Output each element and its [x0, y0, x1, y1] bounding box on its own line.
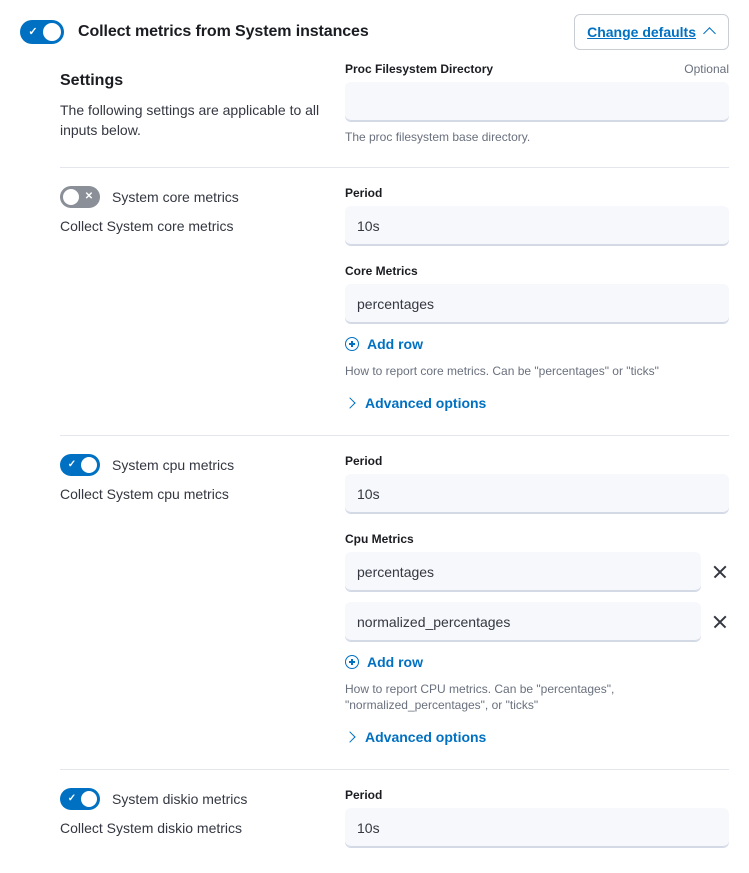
proc-dir-input[interactable] [345, 82, 729, 122]
advanced-options-label-cpu: Advanced options [365, 729, 487, 745]
change-defaults-button[interactable] [574, 14, 729, 50]
stream-left-cpu [20, 454, 345, 747]
proc-dir-help: The proc filesystem base directory. [345, 130, 531, 144]
remove-row-icon-2[interactable] [711, 613, 729, 631]
advanced-options-cpu[interactable] [345, 729, 486, 745]
stream-title-cpu: System cpu metrics [112, 457, 235, 473]
period-label-cpu: Period [345, 454, 383, 468]
settings-description: The following settings are applicable to all inputs below. [60, 102, 320, 138]
toggle-check-icon: ✓ [28, 26, 38, 38]
toggle-knob [81, 457, 97, 473]
stream-header-core [60, 186, 329, 208]
stream-left-diskio [20, 788, 345, 848]
period-label-core: Period [345, 186, 383, 200]
stream-description-cpu: Collect System cpu metrics [60, 486, 229, 502]
page-title: Collect metrics from System instances [78, 23, 369, 40]
system-diskio-metrics-toggle[interactable] [60, 788, 100, 810]
proc-dir-field-head [345, 62, 729, 76]
core-metrics-field-head [345, 264, 729, 278]
panel-header [0, 0, 749, 62]
toggle-knob [63, 189, 79, 205]
period-label-diskio: Period [345, 788, 383, 802]
stream-description-diskio: Collect System diskio metrics [60, 820, 243, 836]
add-row-label-core: Add row [367, 336, 423, 352]
chevron-right-icon [345, 398, 355, 408]
advanced-options-label-core: Advanced options [365, 395, 487, 411]
cpu-metrics-label: Cpu Metrics [345, 532, 414, 546]
toggle-knob [43, 23, 61, 41]
period-field-head-cpu [345, 454, 729, 468]
add-row-button-cpu[interactable] [345, 654, 423, 670]
cpu-metrics-row [345, 602, 729, 642]
period-field-head-diskio [345, 788, 729, 802]
cpu-metrics-row-input-2[interactable] [345, 602, 701, 642]
cpu-metrics-row-input-1[interactable] [345, 552, 701, 592]
stream-section-core [0, 186, 749, 413]
stream-header-cpu [60, 454, 329, 476]
divider [60, 435, 729, 436]
system-core-metrics-toggle[interactable] [60, 186, 100, 208]
system-cpu-metrics-toggle[interactable] [60, 454, 100, 476]
stream-right-core [345, 186, 729, 413]
stream-right-diskio [345, 788, 729, 848]
remove-row-icon-1[interactable] [711, 563, 729, 581]
divider [60, 769, 729, 770]
settings-left-column [20, 62, 345, 145]
stream-description-core: Collect System core metrics [60, 218, 234, 234]
core-metrics-help: How to report core metrics. Can be "percentages" or "ticks" [345, 364, 659, 378]
stream-title-core: System core metrics [112, 189, 239, 205]
toggle-check-icon: ✓ [67, 793, 77, 804]
cpu-metrics-help: How to report CPU metrics. Can be "percentages", "normalized_percentages", or "ticks" [345, 682, 615, 712]
settings-right-column [345, 62, 729, 145]
settings-section [0, 62, 749, 145]
stream-title-diskio: System diskio metrics [112, 791, 248, 807]
change-defaults-label: Change defaults [587, 24, 696, 40]
proc-dir-label: Proc Filesystem Directory [345, 62, 494, 76]
advanced-options-core[interactable] [345, 395, 486, 411]
chevron-right-icon [345, 732, 355, 742]
stream-right-cpu [345, 454, 729, 747]
plus-circle-icon [345, 337, 359, 351]
collect-metrics-toggle[interactable] [20, 20, 64, 44]
cpu-metrics-row [345, 552, 729, 592]
period-input-cpu[interactable] [345, 474, 729, 514]
core-metrics-label: Core Metrics [345, 264, 418, 278]
cpu-metrics-field-head [345, 532, 729, 546]
stream-section-cpu [0, 454, 749, 747]
stream-section-diskio [0, 788, 749, 848]
settings-title: Settings [60, 72, 124, 89]
core-metrics-row-input[interactable] [345, 284, 729, 324]
toggle-knob [81, 791, 97, 807]
period-input-core[interactable] [345, 206, 729, 246]
toggle-cross-icon: ✕ [84, 191, 94, 202]
period-input-diskio[interactable] [345, 808, 729, 848]
add-row-label-cpu: Add row [367, 654, 423, 670]
chevron-up-icon [704, 26, 716, 38]
add-row-button-core[interactable] [345, 336, 423, 352]
toggle-check-icon: ✓ [67, 459, 77, 470]
plus-circle-icon [345, 655, 359, 669]
proc-dir-optional-tag: Optional [684, 62, 729, 76]
stream-left-core [20, 186, 345, 413]
divider [60, 167, 729, 168]
stream-header-diskio [60, 788, 329, 810]
period-field-head-core [345, 186, 729, 200]
